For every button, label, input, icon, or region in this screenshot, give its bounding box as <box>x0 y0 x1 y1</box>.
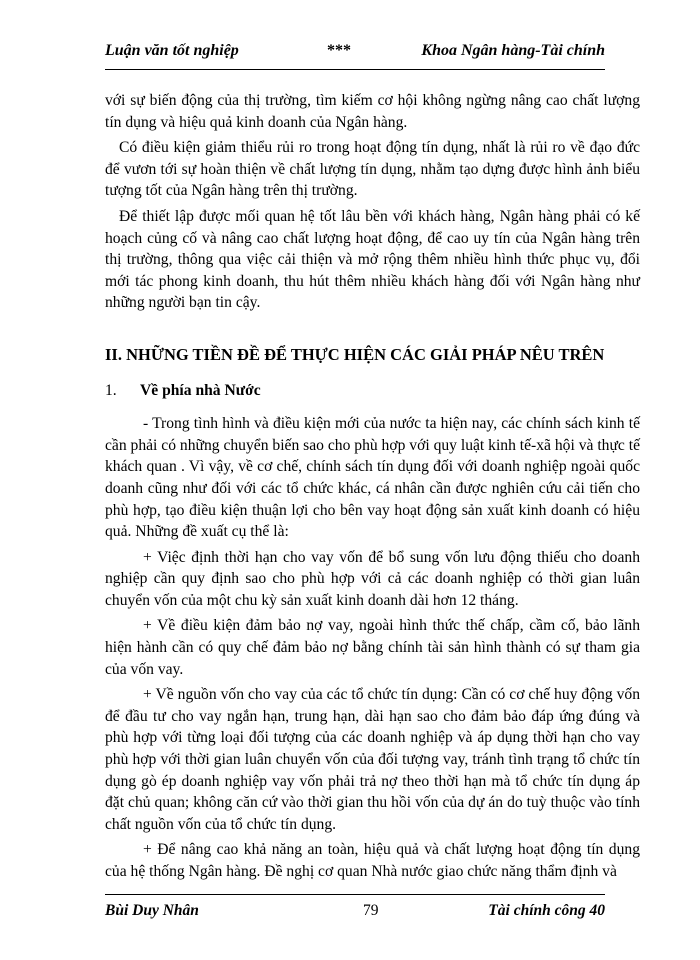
header-rule <box>105 69 605 70</box>
header-right: Khoa Ngân hàng-Tài chính <box>421 42 605 59</box>
paragraph: với sự biến động của thị trường, tìm kiếm cơ hội không ngừng nâng cao chất lượng tín dụng và hiệu quả kinh doanh của Ngân hàng. <box>105 92 640 131</box>
header-center: *** <box>327 42 351 59</box>
paragraph: Có điều kiện giảm thiểu rủi ro trong hoạt động tín dụng, nhất là rủi ro về đạo đức để vươn tới sự hoàn thiện về chất lượng tín dụng, nhằm tạo dựng được hình ảnh biểu tượng tốt của Ngân hàng trên thị trường. <box>105 139 640 200</box>
subsection-number: 1. <box>105 381 117 399</box>
list-item: + Để nâng cao khả năng an toàn, hiệu quả và chất lượng hoạt động tín dụng của hệ thống Ngân hàng. Đề nghị cơ quan Nhà nước giao chức năng thẩm định và <box>105 841 640 880</box>
page-header <box>105 42 605 68</box>
paragraph: Để thiết lập được mối quan hệ tốt lâu bền với khách hàng, Ngân hàng phải có kế hoạch củng cố và nâng cao chất lượng hoạt động, để cao uy tín của Ngân hàng trên thị trường, thông qua việc cải thiện và mở rộng thêm nhiều hình thức phục vụ, đổi mới tác phong kinh doanh, thu hút thêm nhiều khách hàng đối với Ngân hàng như những người bạn tin cậy. <box>105 207 640 312</box>
page-number: 79 <box>363 902 379 919</box>
list-item: + Về điều kiện đảm bảo nợ vay, ngoài hình thức thế chấp, cầm cố, bảo lãnh hiện hành cần có quy chế đảm bảo nợ bằng chính tài sản hình thành có sự tham gia của vốn vay. <box>105 617 640 678</box>
subsection-heading <box>105 380 640 402</box>
list-item: + Việc định thời hạn cho vay vốn để bổ sung vốn lưu động thiếu cho doanh nghiệp cần quy định sao cho phù hợp với cả các doanh nghiệp có thời gian luân chuyển vốn của một chu kỳ sản xuất kinh doanh dài hơn 12 tháng. <box>105 548 640 609</box>
subsection-title: Về phía nhà Nước <box>140 381 261 399</box>
footer-right: Tài chính công 40 <box>488 902 605 919</box>
footer-rule <box>105 894 605 895</box>
header-left: Luận văn tốt nghiệp <box>105 42 239 59</box>
page-footer <box>105 902 605 926</box>
list-item: + Về nguồn vốn cho vay của các tổ chức tín dụng: Cần có cơ chế huy động vốn để đầu tư cho vay ngắn hạn, trung hạn, dài hạn sao cho đảm bảo đáp ứng đúng và phù hợp với từng loại đối tượng của các doanh nghiệp và áp dụng thời hạn cho vay phù hợp với thời gian luân chuyển vốn của đối tượng vay, tránh tình trạng tổ chức tín dụng gò ép doanh nghiệp vay vốn phải trả nợ theo thời hạn mà tổ chức tín dụng áp đặt chủ quan; không căn cứ vào thời gian thu hồi vốn của dự án do tuỳ thuộc vào tính chất nguồn vốn của tổ chức tín dụng. <box>105 686 640 833</box>
paragraph: - Trong tình hình và điều kiện mới của nước ta hiện nay, các chính sách kinh tế cần phải có những chuyển biến sao cho phù hợp với quy luật kinh tế-xã hội và thực tế khách quan . Vì vậy, về cơ chế, chính sách tín dụng đối với doanh nghiệp ngoài quốc doanh cũng như đối với các tổ chức khác, cá nhân cần được nghiên cứu cải tiến cho phù hợp, tạo điều kiện thuận lợi cho bên vay hoạt động sản xuất kinh doanh có hiệu quả. Những đề xuất cụ thể là: <box>105 415 640 541</box>
footer-left: Bùi Duy Nhân <box>105 902 199 919</box>
section-heading: II. NHỮNG TIỀN ĐỀ ĐỂ THỰC HIỆN CÁC GIẢI PHÁP NÊU TRÊN <box>105 344 605 364</box>
page-body <box>105 90 640 887</box>
